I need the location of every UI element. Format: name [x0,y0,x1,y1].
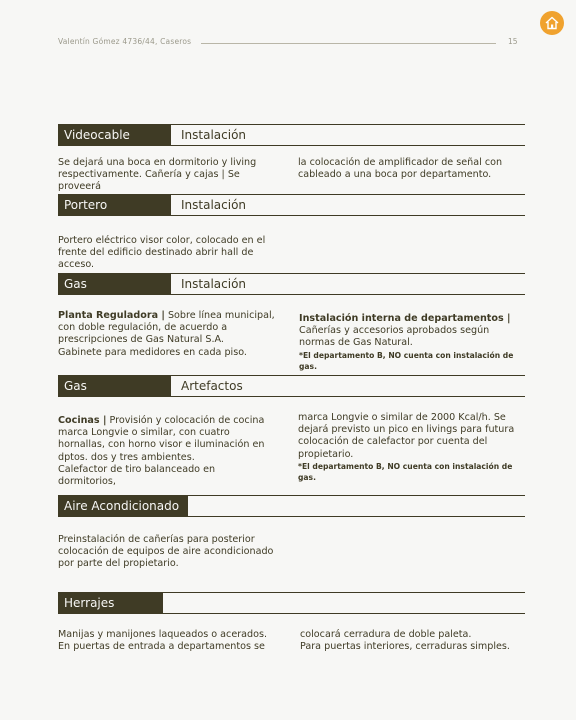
section-subtitle: Instalación [181,128,247,142]
gas-artefactos-left [58,415,276,488]
section-herrajes-header [58,592,525,614]
calefactor-detail-text: marca Longvie o similar de 2000 Kcal/h. Se dejará previsto un pico en livings para futura colocación de calefactor por cuenta del propietario. [298,412,515,460]
section-tag: Aire Acondicionado [58,495,188,517]
section-subtitle: Instalación [181,277,247,291]
section-tag: Portero [58,194,171,216]
herrajes-left-text: Manijas y manijones laqueados o acerados. En puertas de entrada a departamentos se [58,629,268,653]
gas-instalacion-right [299,313,525,372]
gas-note: *El departamento B, NO cuenta con instalación de gas. [298,461,513,482]
videocable-left-text: Se dejará una boca en dormitorio y living respectivamente. Cañería y cajas | Se proveerá [58,157,257,193]
home-icon [544,15,560,31]
section-tag: Herrajes [58,592,163,614]
section-subtitle: Artefactos [181,379,243,393]
cocinas-label: Cocinas | [58,415,107,426]
divider [188,495,525,496]
page-number: 15 [508,37,518,46]
planta-reguladora-text: Sobre línea municipal, con doble regulación, de acuerdo a prescripciones de Gas Natural S.A. [58,310,275,346]
cocinas-text: Provisión y colocación de cocina marca Longvie o similar, con cuatro hornallas, con horno visor e iluminación en dptos. dos y tres ambientes. [58,415,265,463]
section-tag: Gas [58,375,171,397]
instalacion-interna-text: Cañerías y accesorios aprobados según normas de Gas Natural. [299,325,490,349]
instalacion-interna-label: Instalación interna de departamentos | [299,313,511,324]
planta-reguladora-label: Planta Reguladora | [58,310,165,321]
gas-note: *El departamento B, NO cuenta con instalación de gas. [299,350,514,371]
section-subtitle: Instalación [181,198,247,212]
portero-text: Portero eléctrico visor color, colocado en el frente del edificio destinado abrir hall de acceso. [58,235,266,271]
gas-artefactos-right [298,412,526,483]
cerradura-doble-text: colocará cerradura de doble paleta. [300,629,472,640]
calefactor-text: Calefactor de tiro balanceado en dormitorios, [58,463,216,488]
section-videocable-header [58,124,525,146]
section-tag: Gas [58,273,171,295]
gabinete-text: Gabinete para medidores en cada piso. [58,346,247,358]
divider [163,592,525,593]
section-tag: Videocable [58,124,171,146]
section-gas-instalacion-header [58,273,525,295]
home-button[interactable] [540,11,564,35]
header-divider [201,43,496,44]
document-address: Valentín Gómez 4736/44, Caseros [58,37,192,46]
section-gas-artefactos-header [58,375,525,397]
gas-instalacion-left [58,310,288,359]
videocable-right-text: la colocación de amplificador de señal con cableado a una boca por departamento. [298,157,503,181]
herrajes-right-text [300,629,525,653]
cerradura-simple-text: Para puertas interiores, cerraduras simples. [300,641,510,653]
section-aire-header [58,495,525,517]
section-portero-header [58,194,525,216]
aire-text: Preinstalación de cañerías para posterior colocación de equipos de aire acondicionado por parte del propietario. [58,534,274,570]
